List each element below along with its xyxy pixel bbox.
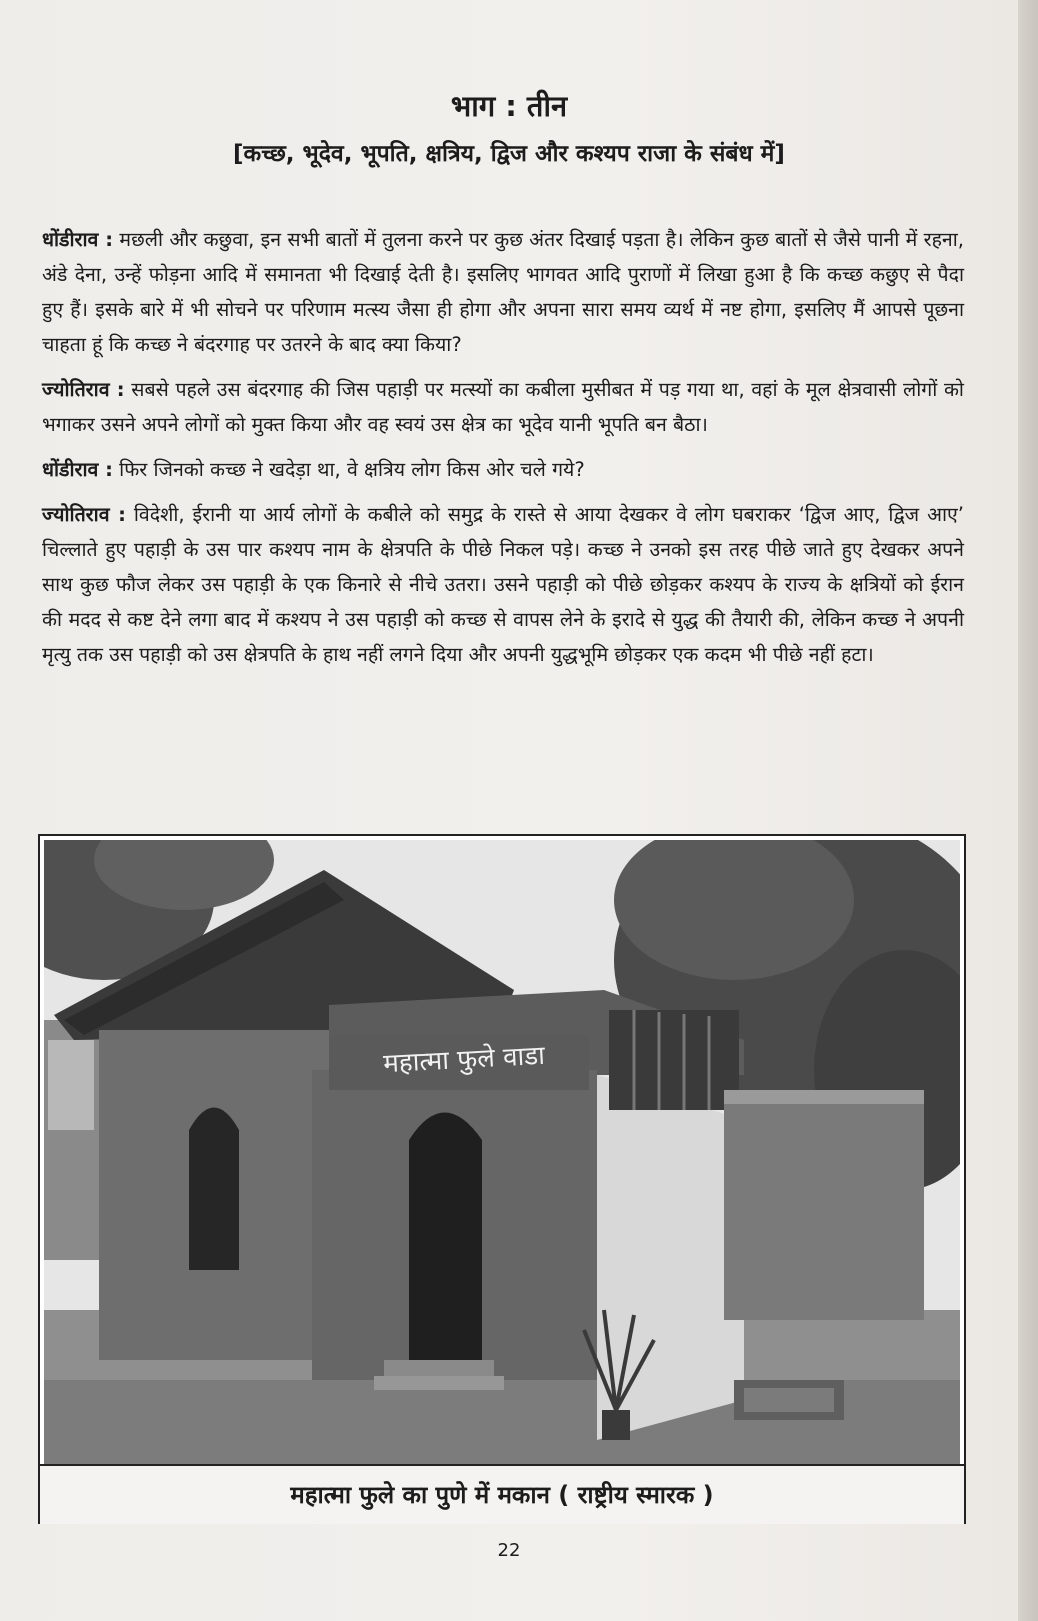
arched-window <box>189 1108 239 1271</box>
chapter-subtitle: [कच्छ, भूदेव, भूपति, क्षत्रिय, द्विज और कश्यप राजा के संबंध में] <box>233 141 785 167</box>
dialogue-paragraph <box>42 372 964 442</box>
speaker-label: धोंडीराव : <box>42 228 114 251</box>
chapter-title: भाग : तीन <box>450 89 568 123</box>
house-figure <box>38 834 966 1524</box>
dialogue-paragraph <box>42 497 964 672</box>
dialogue-text: मछली और कछुवा, इन सभी बातों में तुलना करने पर कुछ अंतर दिखाई पड़ता है। लेकिन कुछ बातों से जैसे पानी में रहना, अंडे देना, उन्हें फोड़ना आदि में समानता भी दिखाई देती है। इसलिए भागवत आदि पुराणों में लिखा हुआ है कि कच्छ कछुए से पैदा हुए हैं। इसके बारे में भी सोचने पर परिणाम मत्स्य जैसा ही होगा और अपना सारा समय व्यर्थ में नष्ट होगा, इसलिए मैं आपसे पूछना चाहता हूं कि कच्छ ने बंदरगाह पर उतरने के बाद क्या किया? <box>42 228 964 356</box>
dialogue-body <box>42 222 964 682</box>
speaker-label: ज्योतिराव : <box>42 378 125 401</box>
house-sign-text: महात्मा फुले वाडा <box>382 1040 546 1080</box>
dialogue-text: फिर जिनको कच्छ ने खदेड़ा था, वे क्षत्रिय लोग किस ओर चले गये? <box>112 458 585 481</box>
page-edge <box>1018 0 1038 1621</box>
page-number: 22 <box>497 1540 521 1561</box>
speaker-label: धोंडीराव : <box>42 458 113 481</box>
dialogue-text: सबसे पहले उस बंदरगाह की जिस पहाड़ी पर मत्स्यों का कबीला मुसीबत में पड़ गया था, वहां के मूल क्षेत्रवासी लोगों को भगाकर उसने अपने लोगों को मुक्त किया और वह स्वयं उस क्षेत्र का भूदेव यानी भूपति बन बैठा। <box>42 378 964 436</box>
speaker-label: ज्योतिराव : <box>42 503 126 526</box>
dialogue-paragraph <box>42 222 964 362</box>
figure-caption: महात्मा फुले का पुणे में मकान ( राष्ट्रीय स्मारक ) <box>40 1464 964 1524</box>
dialogue-text: विदेशी, ईरानी या आर्य लोगों के कबीले को समुद्र के रास्ते से आया देखकर वे लोग घबराकर ‘द्विज आए, द्विज आए’ चिल्लाते हुए पहाड़ी के उस पार कश्यप नाम के क्षेत्रपति के पीछे निकल पड़े। कच्छ ने उनको इस तरह पीछे जाते हुए देखकर अपने साथ कुछ फौज लेकर उस पहाड़ी के एक किनारे से नीचे उतरा। उसने पहाड़ी को पीछे छोड़कर कश्यप के राज्य के क्षत्रियों को ईरान की मदद से कष्ट देने लगा बाद में कश्यप ने उस पहाड़ी को कच्छ से वापस लेने के इरादे से युद्ध की तैयारी की, लेकिन कच्छ ने अपनी मृत्यु तक उस पहाड़ी को उस क्षेत्रपति के हाथ नहीं लगने दिया और अपनी युद्धभूमि छोड़कर एक कदम भी पीछे नहीं हटा। <box>42 503 965 666</box>
compound-wall <box>724 1090 924 1320</box>
house-photo <box>44 840 960 1464</box>
dialogue-paragraph <box>42 452 964 487</box>
arched-door <box>409 1113 482 1361</box>
